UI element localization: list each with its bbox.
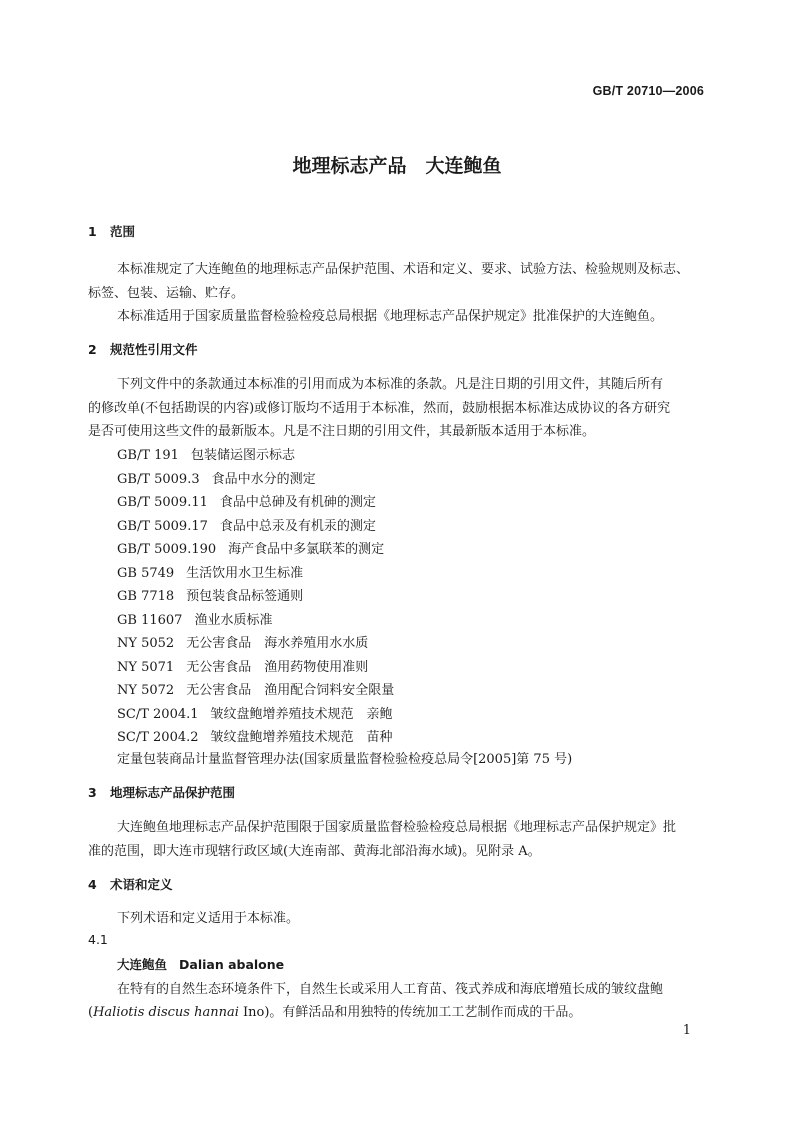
reference-code: GB/T 5009.3 xyxy=(117,471,200,487)
term-definition-line-1: 在特有的自然生态环境条件下，自然生长或采用人工育苗、筏式养成和海底增殖长成的皱纹盘鲍 xyxy=(117,982,664,997)
reference-item xyxy=(117,632,368,651)
reference-title: 皱纹盘鲍增养殖技术规范 苗种 xyxy=(210,730,393,745)
standard-code: GB/T 20710—2006 xyxy=(592,84,704,98)
reference-title: 无公害食品 渔用药物使用准则 xyxy=(186,659,369,675)
reference-title: 无公害食品 海水养殖用水水质 xyxy=(186,636,369,651)
section-4-heading xyxy=(88,875,173,893)
reference-code: GB 5749 xyxy=(117,565,175,581)
section-2-heading xyxy=(88,340,198,358)
page-number: 1 xyxy=(682,1023,691,1038)
reference-item xyxy=(117,656,368,675)
reference-code: NY 5071 xyxy=(117,659,175,675)
term-name-en: Dalian abalone xyxy=(179,957,285,972)
reference-item xyxy=(117,726,393,745)
definition-rest: Ino)。有鲜活品和用独特的传统加工工艺制作而成的干品。 xyxy=(238,1005,582,1020)
section-1-para-2: 本标准适用于国家质量监督检验检疫总局根据《地理标志产品保护规定》批准保护的大连鲍鱼。 xyxy=(117,309,664,324)
section-1-heading xyxy=(88,222,135,240)
section-title: 规范性引用文件 xyxy=(110,342,198,357)
reference-item xyxy=(117,585,303,604)
reference-title: 无公害食品 渔用配合饲料安全限量 xyxy=(186,683,395,698)
reference-title: 预包装食品标签通则 xyxy=(186,589,304,604)
term-name xyxy=(117,955,284,973)
reference-item xyxy=(117,515,376,534)
section-number: 2 xyxy=(88,342,97,357)
reference-code: NY 5052 xyxy=(117,636,175,651)
reference-item xyxy=(117,468,316,487)
section-1-para-1-line-1: 本标准规定了大连鲍鱼的地理标志产品保护范围、术语和定义、要求、试验方法、检验规则及标志、 xyxy=(117,262,690,277)
reference-item xyxy=(117,703,393,722)
document-title: 地理标志产品 大连鲍鱼 xyxy=(292,155,502,177)
reference-code: GB 7718 xyxy=(117,589,175,604)
reference-code: GB/T 5009.190 xyxy=(117,542,217,557)
reference-title: 生活饮用水卫生标准 xyxy=(186,565,304,581)
section-3-line-1: 大连鲍鱼地理标志产品保护范围限于国家质量监督检验检疫总局根据《地理标志产品保护规定》批 xyxy=(117,820,677,835)
reference-title: 食品中总砷及有机砷的测定 xyxy=(219,495,376,510)
reference-title: 包装储运图示标志 xyxy=(190,448,295,463)
reference-code: GB 11607 xyxy=(117,612,183,628)
reference-item xyxy=(117,538,384,557)
section-number: 1 xyxy=(88,224,97,239)
term-name-cn: 大连鲍鱼 xyxy=(117,957,168,972)
reference-item xyxy=(117,444,295,463)
reference-code: SC/T 2004.1 xyxy=(117,706,199,722)
reference-title: 渔业水质标准 xyxy=(194,612,273,628)
reference-title: 食品中水分的测定 xyxy=(211,471,316,487)
reference-code: SC/T 2004.2 xyxy=(117,730,199,745)
reference-code: NY 5072 xyxy=(117,683,175,698)
section-number: 4 xyxy=(88,877,97,892)
section-2-intro-line-2: 的修改单(不包括勘误的内容)或修订版均不适用于本标准，然而，鼓励根据本标准达成协议的各方研究 xyxy=(88,401,671,416)
section-title: 范围 xyxy=(110,224,136,239)
section-title: 术语和定义 xyxy=(110,877,173,892)
reference-title: 皱纹盘鲍增养殖技术规范 亲鲍 xyxy=(210,706,393,722)
section-number: 3 xyxy=(88,785,97,800)
reference-code: GB/T 191 xyxy=(117,448,179,463)
section-2-intro-line-3: 是否可使用这些文件的最新版本。凡是不注日期的引用文件，其最新版本适用于本标准。 xyxy=(88,424,596,439)
reference-item xyxy=(117,491,376,510)
reference-item xyxy=(117,679,394,698)
reference-item xyxy=(117,562,303,581)
section-3-heading xyxy=(88,783,235,801)
section-2-intro-line-1: 下列文件中的条款通过本标准的引用而成为本标准的条款。凡是注日期的引用文件，其随后所有 xyxy=(117,377,664,392)
reference-last: 定量包装商品计量监督管理办法(国家质量监督检验检疫总局令[2005]第 75 号) xyxy=(117,752,573,767)
term-number: 4.1 xyxy=(88,932,108,947)
term-definition-line-2 xyxy=(88,1001,581,1020)
section-3-line-2: 准的范围，即大连市现辖行政区域(大连南部、黄海北部沿海水域)。见附录 A。 xyxy=(88,844,541,859)
reference-title: 食品中总汞及有机汞的测定 xyxy=(219,518,376,534)
reference-title: 海产食品中多氯联苯的测定 xyxy=(228,542,385,557)
section-4-intro: 下列术语和定义适用于本标准。 xyxy=(117,911,300,926)
section-1-para-1-line-2: 标签、包装、运输、贮存。 xyxy=(88,286,245,301)
species-name: Haliotis discus hannai xyxy=(93,1005,239,1020)
paren-open: ( xyxy=(88,1005,94,1020)
reference-item xyxy=(117,609,272,628)
reference-code: GB/T 5009.17 xyxy=(117,518,208,534)
section-title: 地理标志产品保护范围 xyxy=(110,785,236,800)
reference-code: GB/T 5009.11 xyxy=(117,495,208,510)
